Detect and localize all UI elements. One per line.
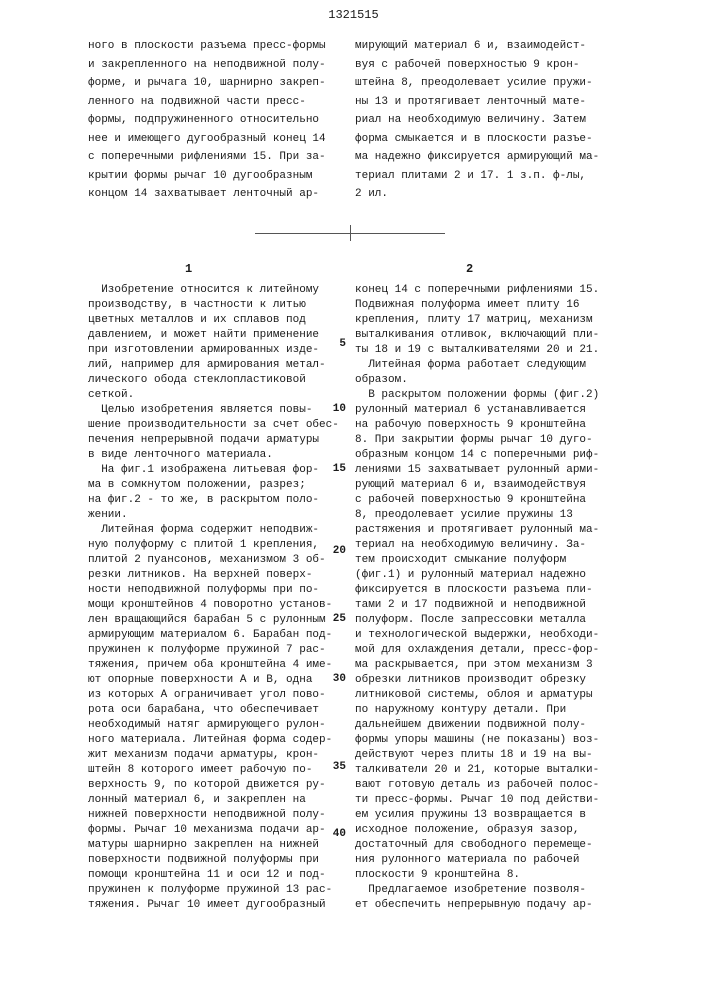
text-line: из которых А ограничивает угол пово- [88,688,338,703]
text-line: Литейная форма содержит неподвиж- [88,523,338,538]
text-line: лен вращающийся барабан 5 с рулонным [88,613,338,628]
text-line: лий, например для армирования метал- [88,358,338,373]
text-line: цветных металлов и их сплавов под [88,313,338,328]
text-line: ем усилия пружины 13 возвращается в [355,808,645,823]
text-line: штейна 8, преодолевает усилие пружи- [355,74,645,93]
text-line: плитой 2 пуансонов, механизмом 3 об- [88,553,338,568]
line-number: 30 [332,673,346,685]
text-line: ности неподвижной полуформы при по- [88,583,338,598]
body-right-column [355,283,645,913]
text-line: тами 2 и 17 подвижной и неподвижной [355,598,645,613]
text-line: мирующий материал 6 и, взаимодейст- [355,37,645,56]
text-line: штейн 8 которого имеет рабочую по- [88,763,338,778]
text-line: на рабочую поверхность 9 кронштейна [355,418,645,433]
text-line: мощи кронштейнов 4 поворотно установ- [88,598,338,613]
text-line: крытии формы рычаг 10 дугообразным [88,167,348,186]
text-line: ную полуформу с плитой 1 крепления, [88,538,338,553]
text-line: 2 ил. [355,185,645,204]
text-line: армирующим материалом 6. Барабан под- [88,628,338,643]
text-line: рующий материал 6 и, взаимодействуя [355,478,645,493]
text-line: ния рулонного материала по рабочей [355,853,645,868]
text-line: фиксируется в плоскости разъема пли- [355,583,645,598]
text-line: вают готовую деталь из рабочей полос- [355,778,645,793]
text-line: сеткой. [88,388,338,403]
text-line: Литейная форма работает следующим [355,358,645,373]
text-line: пружинен к полуформе пружиной 7 рас- [88,643,338,658]
text-line: действуют через плиты 18 и 19 на вы- [355,748,645,763]
text-line: образом. [355,373,645,388]
text-line: жит механизм подачи арматуры, крон- [88,748,338,763]
line-number: 35 [332,761,346,773]
text-line: полуформ. После запрессовки металла [355,613,645,628]
text-line: формы, подпружиненного относительно [88,111,348,130]
text-line: ного материала. Литейная форма содер- [88,733,338,748]
text-line: ма в сомкнутом положении, разрез; [88,478,338,493]
text-line: ют опорные поверхности А и В, одна [88,673,338,688]
text-line: дальнейшем движении подвижной полу- [355,718,645,733]
text-line: помощи кронштейна 11 и оси 12 и под- [88,868,338,883]
line-number: 15 [332,463,346,475]
text-line: Целью изобретения является повы- [88,403,338,418]
text-line: производству, в частности к литью [88,298,338,313]
text-line: жении. [88,508,338,523]
text-line: исходное положение, образуя зазор, [355,823,645,838]
text-line: растяжения и протягивает рулонный ма- [355,523,645,538]
text-line: плоскости 9 кронштейна 8. [355,868,645,883]
text-line: пружинен к полуформе пружиной 13 рас- [88,883,338,898]
text-line: в виде ленточного материала. [88,448,338,463]
text-line: нижней поверхности неподвижной полу- [88,808,338,823]
text-line: териал плитами 2 и 17. 1 з.п. ф-лы, [355,167,645,186]
text-line: Предлагаемое изобретение позволя- [355,883,645,898]
text-line: Изобретение относится к литейному [88,283,338,298]
text-line: В раскрытом положении формы (фиг.2) [355,388,645,403]
text-line: рота оси барабана, что обеспечивает [88,703,338,718]
text-line: литниковой системы, облоя и арматуры [355,688,645,703]
text-line: выталкивания отливок, включающий пли- [355,328,645,343]
text-line: крепления, плиту 17 матриц, механизм [355,313,645,328]
text-line: достаточный для свободного перемеще- [355,838,645,853]
line-number: 10 [332,403,346,415]
text-line: 8. При закрытии формы рычаг 10 дуго- [355,433,645,448]
text-line: тяжения, причем оба кронштейна 4 име- [88,658,338,673]
line-number: 25 [332,613,346,625]
text-line: шение производительности за счет обес- [88,418,338,433]
text-line: (фиг.1) и рулонный материал надежно [355,568,645,583]
text-line: с поперечными рифлениями 15. При за- [88,148,348,167]
text-line: давлением, и может найти применение [88,328,338,343]
text-line: ма раскрывается, при этом механизм 3 [355,658,645,673]
text-line: мой для охлаждения детали, пресс-фор- [355,643,645,658]
text-line: тяжения. Рычаг 10 имеет дугообразный [88,898,338,913]
text-line: ленного на подвижной части пресс- [88,93,348,112]
text-line: и закрепленного на неподвижной полу- [88,56,348,75]
text-line: образным концом 14 с поперечными риф- [355,448,645,463]
text-line: лонный материал 6, и закреплен на [88,793,338,808]
text-line: форме, и рычага 10, шарнирно закреп- [88,74,348,93]
text-line: 8, преодолевает усилие пружины 13 [355,508,645,523]
text-line: териал на необходимую величину. За- [355,538,645,553]
text-line: по наружному контуру детали. При [355,703,645,718]
text-line: лического обода стеклопластиковой [88,373,338,388]
body-left-column [88,283,338,913]
text-line: необходимый натяг армирующего рулон- [88,718,338,733]
text-line: резки литников. На верхней поверх- [88,568,338,583]
text-line: ны 13 и протягивает ленточный мате- [355,93,645,112]
column-number-2: 2 [466,262,473,276]
text-line: концом 14 захватывает ленточный ар- [88,185,348,204]
text-line: ного в плоскости разъема пресс-формы [88,37,348,56]
text-line: нее и имеющего дугообразный конец 14 [88,130,348,149]
line-number: 20 [332,545,346,557]
text-line: печения непрерывной подачи арматуры [88,433,338,448]
text-line: вуя с рабочей поверхностью 9 крон- [355,56,645,75]
text-line: формы упоры машины (не показаны) воз- [355,733,645,748]
text-line: рулонный материал 6 устанавливается [355,403,645,418]
text-line: форма смыкается и в плоскости разъе- [355,130,645,149]
text-line: На фиг.1 изображена литьевая фор- [88,463,338,478]
line-number: 5 [332,338,346,350]
line-number: 40 [332,828,346,840]
text-line: формы. Рычаг 10 механизма подачи ар- [88,823,338,838]
text-line: матуры шарнирно закреплен на нижней [88,838,338,853]
text-line: Подвижная полуформа имеет плиту 16 [355,298,645,313]
patent-number: 1321515 [0,8,707,22]
text-line: ты 18 и 19 с выталкивателями 20 и 21. [355,343,645,358]
text-line: поверхности подвижной полуформы при [88,853,338,868]
column-number-1: 1 [185,262,192,276]
text-line: риал на необходимую величину. Затем [355,111,645,130]
text-line: ма надежно фиксируется армирующий ма- [355,148,645,167]
text-line: лениями 15 захватывает рулонный арми- [355,463,645,478]
text-line: с рабочей поверхностью 9 кронштейна [355,493,645,508]
text-line: обрезки литников производит обрезку [355,673,645,688]
text-line: верхность 9, по которой движется ру- [88,778,338,793]
text-line: на фиг.2 - то же, в раскрытом поло- [88,493,338,508]
text-line: ти пресс-формы. Рычаг 10 под действи- [355,793,645,808]
text-line: ет обеспечить непрерывную подачу ар- [355,898,645,913]
text-line: талкиватели 20 и 21, которые выталки- [355,763,645,778]
text-line: и технологической выдержки, необходи- [355,628,645,643]
divider-cross-mark [350,225,351,241]
text-line: тем происходит смыкание полуформ [355,553,645,568]
abstract-left-column [88,37,348,204]
abstract-right-column [355,37,645,204]
text-line: при изготовлении армированных изде- [88,343,338,358]
text-line: конец 14 с поперечными рифлениями 15. [355,283,645,298]
